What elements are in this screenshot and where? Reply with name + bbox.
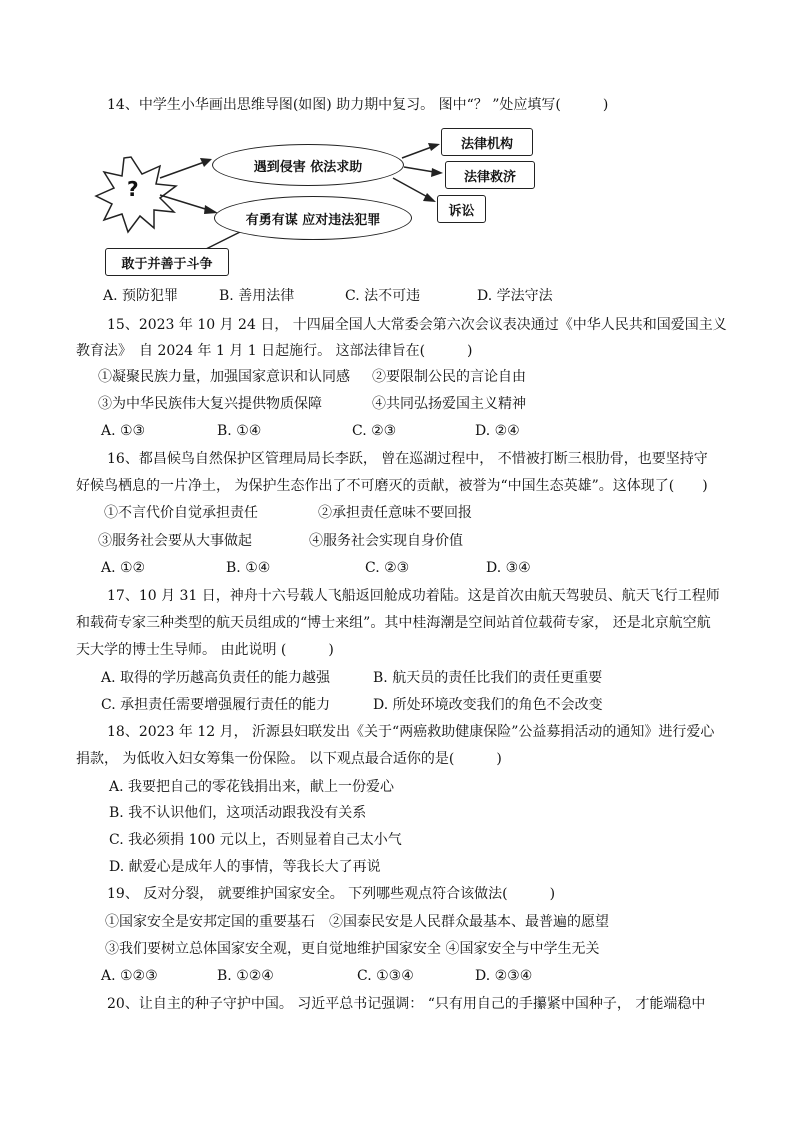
q14-option-a[interactable]: A. 预防犯罪 — [103, 288, 179, 304]
q16-option-c[interactable]: C. ②③ — [365, 560, 410, 576]
q18-stem-line2: 捐款， 为低收入妇女筹集一份保险。 以下观点最合适你的是( ) — [76, 751, 502, 767]
q17-option-d[interactable]: D. 所处环境改变我们的角色不会改变 — [373, 697, 603, 713]
q16-stem-line1: 16、都昌候鸟自然保护区管理局局长李跃， 曾在巡湖过程中， 不惜被打断三根肋骨，也要坚持守 — [107, 451, 708, 467]
q19-option-a[interactable]: A. ①②③ — [101, 968, 158, 984]
q20-stem-line1: 20、让自主的种子守护中国。 习近平总书记强调： “只有用自己的手攥紧中国种子， 才能端稳中 — [107, 996, 706, 1012]
q15-option-d[interactable]: D. ②④ — [475, 423, 520, 439]
q16-statement-3: ③服务社会要从大事做起 — [98, 533, 252, 549]
q16-statement-2: ②承担责任意味不要回报 — [318, 505, 472, 521]
node-lower-ellipse: 有勇有谋 应对违法犯罪 — [214, 196, 412, 240]
q15-option-a[interactable]: A. ①③ — [101, 423, 146, 439]
q15-option-c[interactable]: C. ②③ — [352, 423, 397, 439]
q14-stem: 14、中学生小华画出思维导图(如图) 助力期中复习。 图中“？ ”处应填写( ) — [107, 97, 609, 113]
q16-option-d[interactable]: D. ③④ — [486, 560, 531, 576]
q16-statement-4: ④服务社会实现自身价值 — [309, 533, 463, 549]
box-dare-to-struggle: 敢于并善于斗争 — [105, 248, 229, 276]
q14-option-d[interactable]: D. 学法守法 — [477, 288, 553, 304]
q18-option-c[interactable]: C. 我必须捐 100 元以上，否则显着自己太小气 — [109, 832, 402, 848]
q18-option-d[interactable]: D. 献爱心是成年人的事情，等我长大了再说 — [109, 859, 381, 875]
q17-option-c[interactable]: C. 承担责任需要增强履行责任的能力 — [101, 697, 331, 713]
q15-statement-4: ④共同弘扬爱国主义精神 — [372, 396, 526, 412]
box-litigation: 诉讼 — [437, 195, 486, 223]
node-upper-ellipse: 遇到侵害 依法求助 — [212, 144, 404, 186]
q17-stem-line3: 天大学的博士生导师。 由此说明 ( ) — [76, 642, 334, 658]
q15-option-b[interactable]: B. ①④ — [217, 423, 262, 439]
q18-option-b[interactable]: B. 我不认识他们，这项活动跟我没有关系 — [109, 805, 367, 821]
diagram-center-question-mark: ? — [127, 177, 139, 201]
q15-stem-line1: 15、2023 年 10 月 24 日， 十四届全国人大常委会第六次会议表决通过《中华人民共和国爱国主义 — [107, 317, 727, 333]
q15-statement-2: ②要限制公民的言论自由 — [372, 369, 526, 385]
q18-option-a[interactable]: A. 我要把自己的零花钱捐出来，献上一份爱心 — [109, 779, 395, 795]
q14-option-c[interactable]: C. 法不可违 — [345, 288, 421, 304]
q19-statement-1-2: ①国家安全是安邦定国的重要基石 ②国泰民安是人民群众最基本、最普遍的愿望 — [105, 914, 609, 930]
q19-stem: 19、 反对分裂， 就要维护国家安全。 下列哪些观点符合该做法( ) — [107, 886, 556, 902]
box-legal-institutions: 法律机构 — [441, 128, 533, 156]
q15-statement-3: ③为中华民族伟大复兴提供物质保障 — [98, 396, 322, 412]
q19-option-c[interactable]: C. ①③④ — [357, 968, 414, 984]
q15-statement-1: ①凝聚民族力量，加强国家意识和认同感 — [98, 369, 350, 385]
q17-option-b[interactable]: B. 航天员的责任比我们的责任更重要 — [373, 670, 603, 686]
q19-option-b[interactable]: B. ①②④ — [217, 968, 274, 984]
q19-statement-3-4: ③我们要树立总体国家安全观，更自觉地维护国家安全 ④国家安全与中学生无关 — [105, 941, 600, 957]
q14-option-b[interactable]: B. 善用法律 — [219, 288, 295, 304]
q19-option-d[interactable]: D. ②③④ — [475, 968, 533, 984]
q16-option-b[interactable]: B. ①④ — [226, 560, 271, 576]
q17-stem-line1: 17、10 月 31 日，神舟十六号载人飞船返回舱成功着陆。这是首次由航天驾驶员、航天飞行工程师 — [107, 588, 720, 604]
box-legal-remedy: 法律救济 — [445, 161, 535, 189]
q15-stem-line2: 教育法》 自 2024 年 1 月 1 日起施行。 这部法律旨在( ) — [76, 343, 473, 359]
q16-statement-1: ①不言代价自觉承担责任 — [104, 505, 258, 521]
q18-stem-line1: 18、2023 年 12 月， 沂源县妇联发出《关于“两癌救助健康保险”公益募捐活动的通知》进行爱心 — [107, 724, 715, 740]
q17-option-a[interactable]: A. 取得的学历越高负责任的能力越强 — [101, 670, 331, 686]
q17-stem-line2: 和载荷专家三种类型的航天员组成的“博士来组”。其中桂海潮是空间站首位载荷专家， 还是北京航空航 — [76, 615, 711, 631]
q16-option-a[interactable]: A. ①② — [101, 560, 146, 576]
q16-stem-line2: 好候鸟栖息的一片净土， 为保护生态作出了不可磨灭的贡献，被誉为“中国生态英雄”。这体现了( ) — [76, 478, 708, 494]
